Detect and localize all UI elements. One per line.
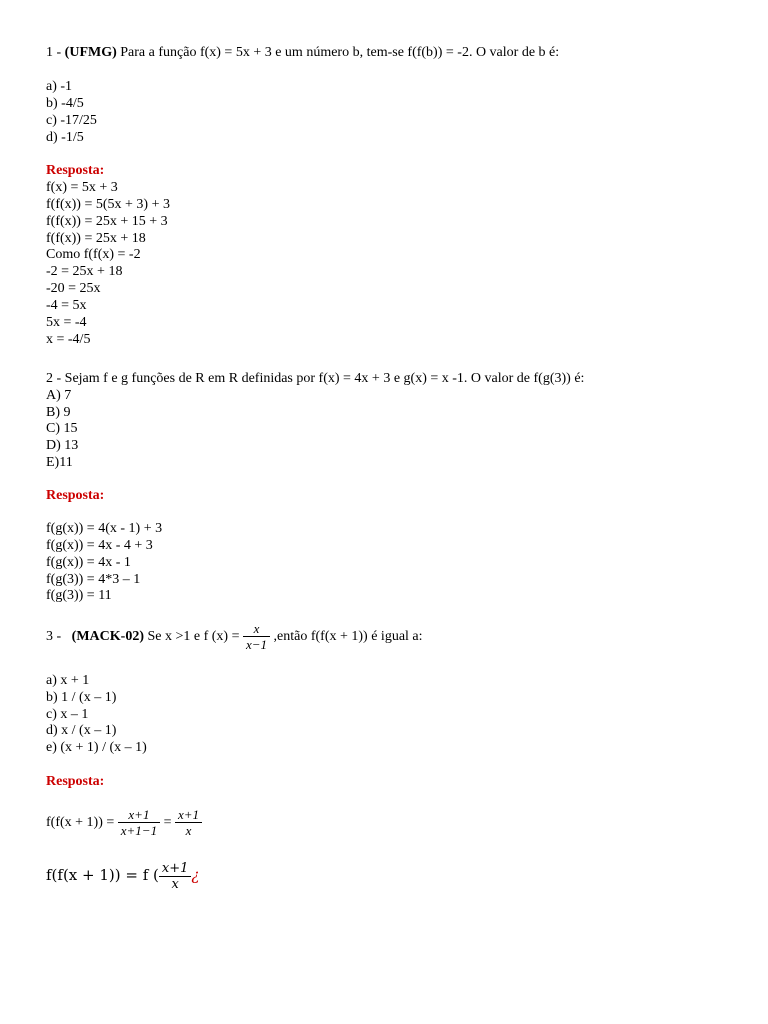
q3-eq1-fraction-2 bbox=[175, 807, 202, 838]
q3-eq1-fraction-1 bbox=[118, 807, 160, 838]
q3-text-before: Se x >1 e f (x) = bbox=[147, 629, 240, 644]
q1-step: -2 = 25x + 18 bbox=[46, 264, 123, 279]
q3-equation-2 bbox=[46, 858, 199, 892]
q1-statement bbox=[46, 44, 559, 61]
q3-option: a) x + 1 bbox=[46, 673, 90, 688]
q1-step: Como f(f(x) = -2 bbox=[46, 247, 141, 262]
q2-step: f(g(x)) = 4x - 4 + 3 bbox=[46, 538, 153, 553]
q3-equation-1 bbox=[46, 806, 202, 840]
q2-option: C) 15 bbox=[46, 421, 78, 436]
q1-step: x = -4/5 bbox=[46, 332, 91, 347]
q3-source: (MACK-02) bbox=[71, 629, 144, 644]
q3-option: b) 1 / (x – 1) bbox=[46, 690, 117, 705]
q1-step: -4 = 5x bbox=[46, 298, 87, 313]
q3-option: d) x / (x – 1) bbox=[46, 723, 117, 738]
q1-step: f(f(x)) = 25x + 15 + 3 bbox=[46, 214, 168, 229]
q3-fraction-numerator: x bbox=[253, 621, 260, 637]
q1-step: -20 = 25x bbox=[46, 281, 101, 296]
q3-eq2-frac-denominator: x bbox=[159, 876, 192, 892]
q3-eq2-lhs: f(f(x + 1)) = f ( bbox=[46, 866, 159, 884]
q3-eq2-fraction bbox=[159, 861, 192, 892]
q1-option: a) -1 bbox=[46, 79, 73, 94]
q2-option: E)11 bbox=[46, 455, 73, 470]
q1-step: f(f(x)) = 25x + 18 bbox=[46, 231, 146, 246]
q3-eq1-equals: = bbox=[163, 815, 172, 830]
q1-step: f(x) = 5x + 3 bbox=[46, 180, 118, 195]
q1-step: f(f(x)) = 5(5x + 3) + 3 bbox=[46, 197, 170, 212]
q2-answer-label: Resposta: bbox=[46, 488, 105, 503]
q1-number: 1 - bbox=[46, 45, 62, 60]
q2-step: f(g(x)) = 4x - 1 bbox=[46, 555, 131, 570]
q2-option: B) 9 bbox=[46, 405, 71, 420]
q3-eq1-frac1-numerator: x+1 bbox=[128, 807, 150, 823]
q3-option: c) x – 1 bbox=[46, 707, 89, 722]
q1-option: c) -17/25 bbox=[46, 113, 97, 128]
q3-number: 3 - bbox=[46, 629, 62, 644]
q3-answer-label: Resposta: bbox=[46, 774, 105, 789]
q3-eq1-frac1-denominator: x+1−1 bbox=[118, 822, 160, 838]
q3-eq1-frac2-numerator: x+1 bbox=[178, 807, 200, 823]
q2-statement: 2 - Sejam f e g funções de R em R definidas por f(x) = 4x + 3 e g(x) = x -1. O valor de f(g(3)) é: bbox=[46, 371, 585, 386]
q3-eq1-frac2-denominator: x bbox=[175, 822, 202, 838]
q1-option: b) -4/5 bbox=[46, 96, 84, 111]
q3-statement bbox=[46, 620, 423, 654]
q3-eq1-lhs: f(f(x + 1)) = bbox=[46, 815, 115, 830]
q1-answer-label: Resposta: bbox=[46, 163, 105, 178]
q1-source: (UFMG) bbox=[64, 45, 117, 60]
q2-step: f(g(x)) = 4(x - 1) + 3 bbox=[46, 521, 163, 536]
q1-option: d) -1/5 bbox=[46, 130, 84, 145]
q3-fraction-denominator: x−1 bbox=[243, 636, 270, 652]
q3-eq2-frac-numerator: x+1 bbox=[161, 860, 189, 876]
q1-text: Para a função f(x) = 5x + 3 e um número b, tem-se f(f(b)) = -2. O valor de b é: bbox=[120, 45, 560, 60]
q3-text-after: ,então f(f(x + 1)) é igual a: bbox=[273, 629, 423, 644]
q3-fraction bbox=[243, 621, 270, 652]
q3-option: e) (x + 1) / (x – 1) bbox=[46, 740, 147, 755]
q2-option: D) 13 bbox=[46, 438, 79, 453]
q3-eq2-render-mark: ¿ bbox=[191, 866, 200, 884]
q1-step: 5x = -4 bbox=[46, 315, 87, 330]
q2-option: A) 7 bbox=[46, 388, 72, 403]
q2-step: f(g(3)) = 4*3 – 1 bbox=[46, 572, 141, 587]
q2-step: f(g(3)) = 11 bbox=[46, 588, 112, 603]
